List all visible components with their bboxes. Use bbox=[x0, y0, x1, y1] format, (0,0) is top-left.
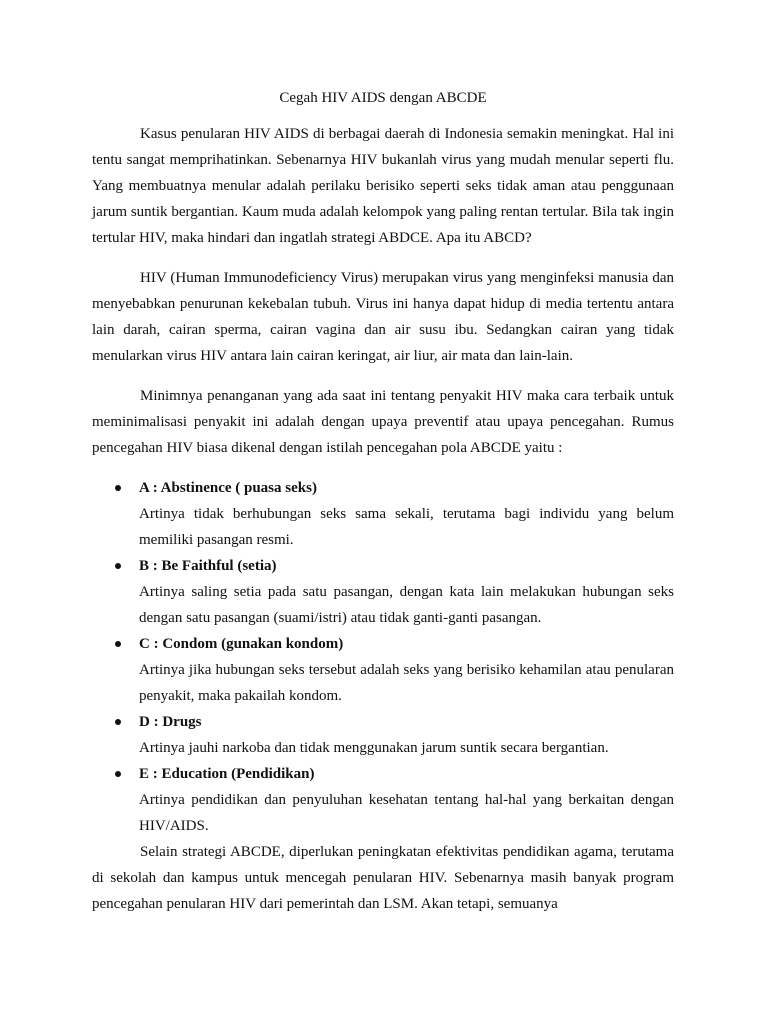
list-item-heading: C : Condom (gunakan kondom) bbox=[139, 636, 344, 652]
list-item-b bbox=[139, 553, 674, 631]
paragraph-hiv-definition: HIV (Human Immunodeficiency Virus) merupakan virus yang menginfeksi manusia dan menyebabkan penurunan kekebalan tubuh. Virus ini hanya dapat hidup di media tertentu antara lain darah, cairan sperma, cairan vagina dan air susu ibu. Sedangkan cairan yang tidak menularkan virus HIV antara lain cairan keringat, air liur, air mata dan lain-lain. bbox=[92, 270, 674, 364]
paragraph-prevention: Minimnya penanganan yang ada saat ini tentang penyakit HIV maka cara terbaik untuk meminimalisasi penyakit ini adalah dengan upaya preventif atau upaya pencegahan. Rumus pencegahan HIV biasa dikenal dengan istilah pencegahan pola ABCDE yaitu : bbox=[92, 388, 674, 456]
list-item-heading: B : Be Faithful (setia) bbox=[139, 558, 277, 574]
list-item-description: Artinya pendidikan dan penyuluhan kesehatan tentang hal-hal yang berkaitan dengan HIV/AIDS. bbox=[139, 792, 674, 834]
list-item-heading: E : Education (Pendidikan) bbox=[139, 766, 315, 782]
list-item-description: Artinya saling setia pada satu pasangan, dengan kata lain melakukan hubungan seks dengan satu pasangan (suami/istri) atau tidak ganti-ganti pasangan. bbox=[139, 584, 674, 626]
list-item-heading: D : Drugs bbox=[139, 714, 202, 730]
list-item-d bbox=[139, 709, 674, 761]
paragraph-conclusion: Selain strategi ABCDE, diperlukan peningkatan efektivitas pendidikan agama, terutama di sekolah dan kampus untuk mencegah penularan HIV. Sebenarnya masih banyak program pencegahan penularan HIV dari pemerintah dan LSM. Akan tetapi, semuanya bbox=[92, 844, 674, 912]
list-item-a bbox=[139, 475, 674, 553]
list-item-description: Artinya tidak berhubungan seks sama sekali, terutama bagi individu yang belum memiliki pasangan resmi. bbox=[139, 506, 674, 548]
abcde-list bbox=[92, 475, 674, 839]
paragraph-intro: Kasus penularan HIV AIDS di berbagai daerah di Indonesia semakin meningkat. Hal ini tentu sangat memprihatinkan. Sebenarnya HIV bukanlah virus yang mudah menular seperti flu. Yang membuatnya menular adalah perilaku berisiko seperti seks tidak aman atau penggunaan jarum suntik bergantian. Kaum muda adalah kelompok yang paling rentan tertular. Bila tak ingin tertular HIV, maka hindari dan ingatlah strategi ABDCE. Apa itu ABCD? bbox=[92, 126, 674, 246]
document-body bbox=[92, 85, 674, 917]
bullet-icon bbox=[113, 631, 123, 657]
list-item-heading: A : Abstinence ( puasa seks) bbox=[139, 480, 317, 496]
list-item-c bbox=[139, 631, 674, 709]
bullet-icon bbox=[113, 709, 123, 735]
list-item-description: Artinya jauhi narkoba dan tidak menggunakan jarum suntik secara bergantian. bbox=[139, 740, 609, 756]
bullet-icon bbox=[113, 475, 123, 501]
bullet-icon bbox=[113, 761, 123, 787]
list-item-e bbox=[139, 761, 674, 839]
document-title: Cegah HIV AIDS dengan ABCDE bbox=[279, 90, 487, 106]
bullet-icon bbox=[113, 553, 123, 579]
list-item-description: Artinya jika hubungan seks tersebut adalah seks yang berisiko kehamilan atau penularan penyakit, maka pakailah kondom. bbox=[139, 662, 674, 704]
